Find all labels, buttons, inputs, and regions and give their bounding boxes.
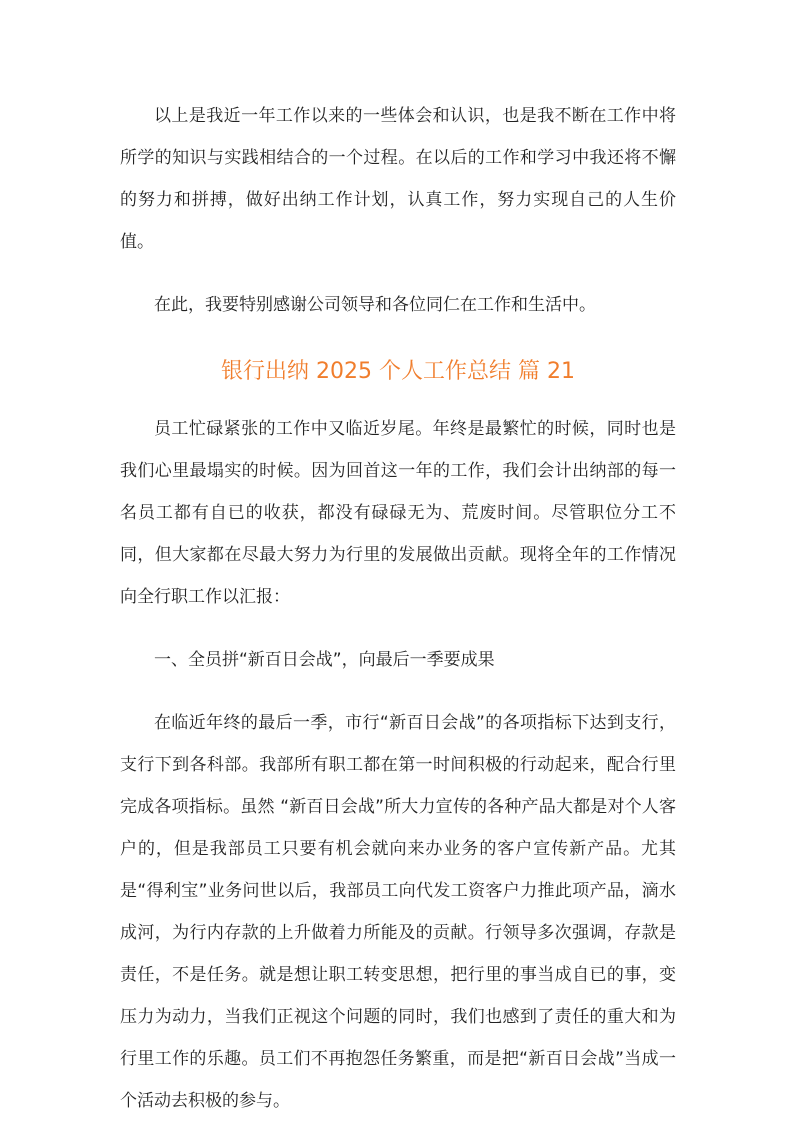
section-heading: 银行出纳 2025 个人工作总结 篇 21 — [221, 359, 575, 384]
paragraph-intro: 员工忙碌紧张的工作中又临近岁尾。年终是最繁忙的时候，同时也是我们心里最塌实的时候。因为回首这一年的工作，我们会计出纳部的每一名员工都有自已的收获，都没有碌碌无为、荒废时间。尽管职位分工不同，但大家都在尽最大努力为行里的发展做出贡献。现将全年的工作情况向全行职工作以汇报： — [120, 419, 676, 607]
document-page — [120, 95, 676, 1143]
paragraph-body: 在临近年终的最后一季，市行“新百日会战”的各项指标下达到支行，支行下到各科部。我部所有职工都在第一时间积极的行动起来，配合行里完成各项指标。虽然 “新百日会战”所大力宣传的各种产品大都是对个人客户的，但是我部员工只要有机会就向来办业务的客户宣传新产品。尤其是“得利宝”业务问世以后，我部员工向代发工资客户力推此项产品，滴水成河，为行内存款的上升做着力所能及的贡献。行领导多次强调，存款是责任，不是任务。就是想让职工转变思想，把行里的事当成自已的事，变压力为动力，当我们正视这个问题的同时，我们也感到了责任的重大和为行里工作的乐趣。员工们不再抱怨任务繁重，而是把“新百日会战”当成一个活动去积极的参与。 — [120, 713, 676, 1111]
paragraph-reflection: 以上是我近一年工作以来的一些体会和认识，也是我不断在工作中将所学的知识与实践相结合的一个过程。在以后的工作和学习中我还将不懈的努力和拼搏，做好出纳工作计划，认真工作，努力实现自己的人生价值。 — [120, 106, 676, 252]
paragraph-subheading: 一、全员拼“新百日会战”，向最后一季要成果 — [154, 650, 495, 670]
paragraph-thanks: 在此，我要特别感谢公司领导和各位同仁在工作和生活中。 — [154, 295, 596, 315]
